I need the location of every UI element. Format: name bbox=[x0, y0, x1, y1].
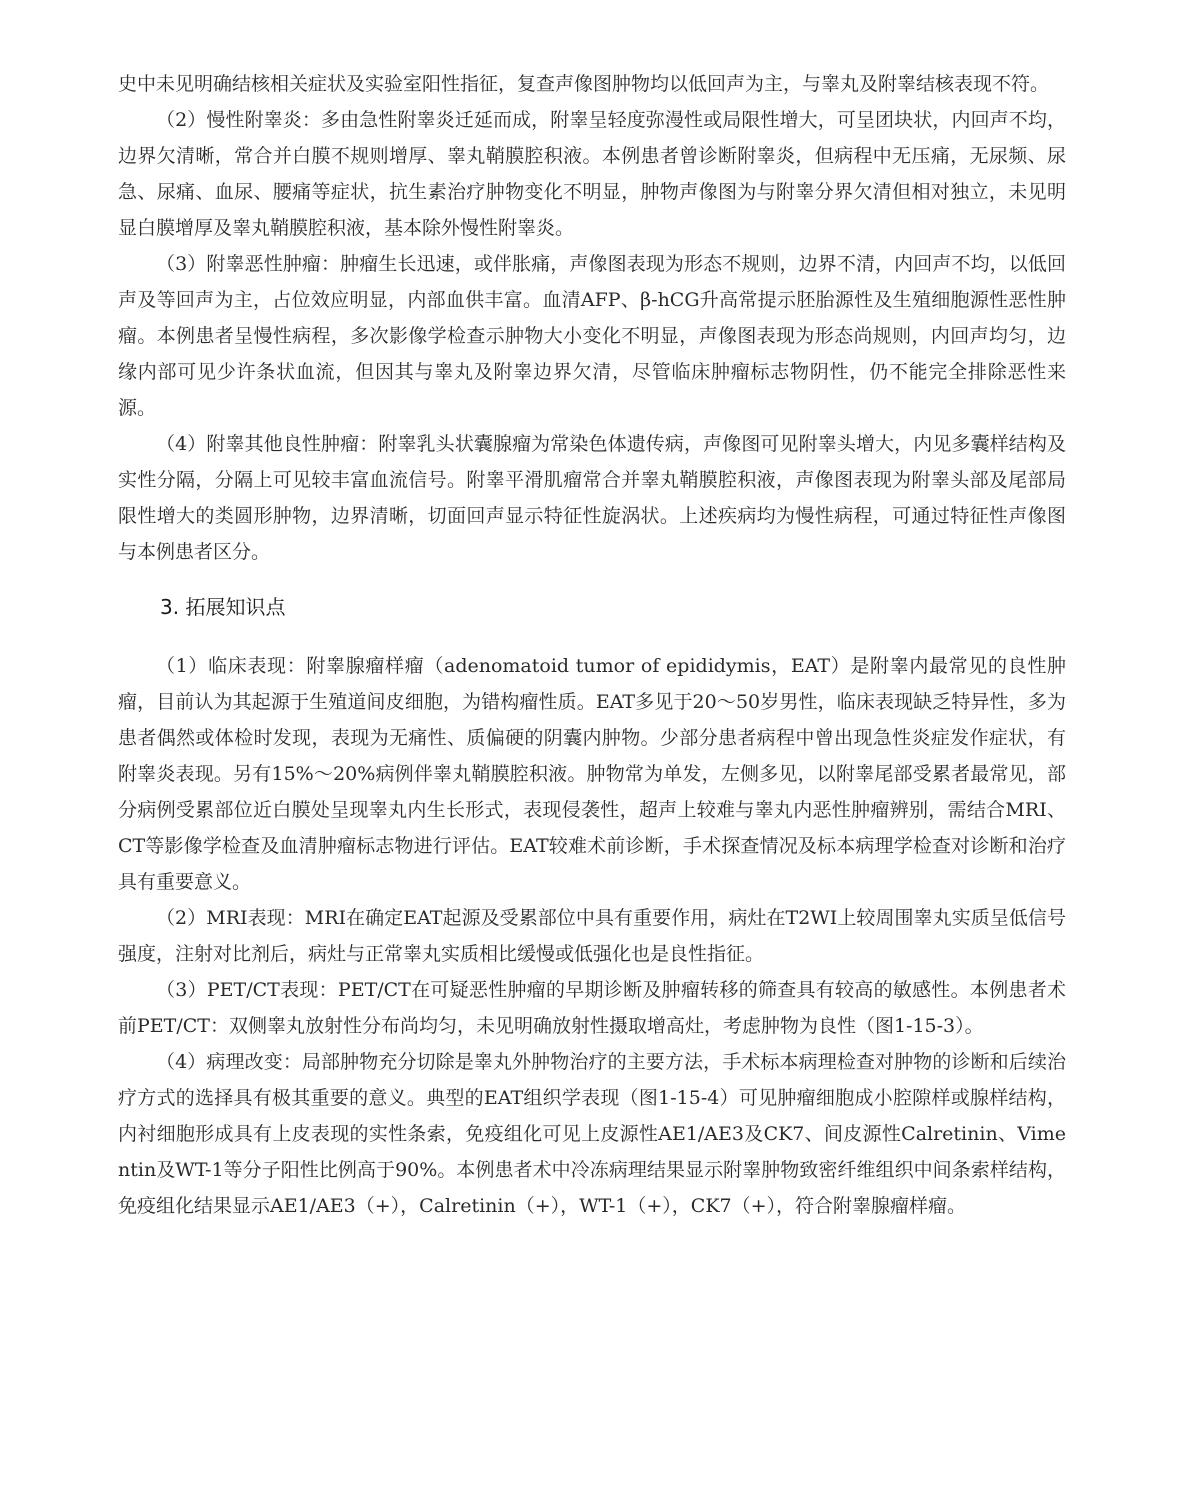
paragraph-clinical-presentation: （1）临床表现：附睾腺瘤样瘤（adenomatoid tumor of epididymis，EAT）是附睾内最常见的良性肿瘤，目前认为其起源于生殖道间皮细胞，为错构瘤性质。EAT多见于20～50岁男性，临床表现缺乏特异性，多为患者偶然或体检时发现，表现为无痛性、质偏硬的阴囊内肿物。少部分患者病程中曾出现急性炎症发作症状，有附睾炎表现。另有15%～20%病例伴睾丸鞘膜腔积液。肿物常为单发，左侧多见，以附睾尾部受累者最常见，部分病例受累部位近白膜处呈现睾丸内生长形式，表现侵袭性，超声上较难与睾丸内恶性肿瘤辨别，需结合MRI、CT等影像学检查及血清肿瘤标志物进行评估。EAT较难术前诊断，手术探查情况及标本病理学检查对诊断和治疗具有重要意义。 bbox=[118, 655, 1066, 893]
paragraph-tuberculosis-continuation: 史中未见明确结核相关症状及实验室阳性指征，复查声像图肿物均以低回声为主，与睾丸及附睾结核表现不符。 bbox=[118, 73, 1050, 95]
document-page bbox=[118, 66, 1066, 1224]
paragraph-mri-findings: （2）MRI表现：MRI在确定EAT起源及受累部位中具有重要作用，病灶在T2WI上较周围睾丸实质呈低信号强度，注射对比剂后，病灶与正常睾丸实质相比缓慢或低强化也是良性指征。 bbox=[118, 907, 1066, 965]
paragraph-pathology: （4）病理改变：局部肿物充分切除是睾丸外肿物治疗的主要方法，手术标本病理检查对肿物的诊断和后续治疗方式的选择具有极其重要的意义。典型的EAT组织学表现（图1-15-4）可见肿瘤细胞成小腔隙样或腺样结构，内衬细胞形成具有上皮表现的实性条索，免疫组化可见上皮源性AE1/AE3及CK7、间皮源性Calretinin、Vimentin及WT-1等分子阳性比例高于90%。本例患者术中冷冻病理结果显示附睾肿物致密纤维组织中间条索样结构，免疫组化结果显示AE1/AE3（+），Calretinin（+），WT-1（+），CK7（+），符合附睾腺瘤样瘤。 bbox=[118, 1051, 1066, 1217]
paragraph-malignant-tumor: （3）附睾恶性肿瘤：肿瘤生长迅速，或伴胀痛，声像图表现为形态不规则，边界不清，内回声不均，以低回声及等回声为主，占位效应明显，内部血供丰富。血清AFP、β-hCG升高常提示胚胎源性及生殖细胞源性恶性肿瘤。本例患者呈慢性病程，多次影像学检查示肿物大小变化不明显，声像图表现为形态尚规则，内回声均匀，边缘内部可见少许条状血流，但因其与睾丸及附睾边界欠清，尽管临床肿瘤标志物阴性，仍不能完全排除恶性来源。 bbox=[118, 253, 1066, 419]
paragraph-chronic-epididymitis: （2）慢性附睾炎：多由急性附睾炎迁延而成，附睾呈轻度弥漫性或局限性增大，可呈团块状，内回声不均，边界欠清晰，常合并白膜不规则增厚、睾丸鞘膜腔积液。本例患者曾诊断附睾炎，但病程中无压痛，无尿频、尿急、尿痛、血尿、腰痛等症状，抗生素治疗肿物变化不明显，肿物声像图为与附睾分界欠清但相对独立，未见明显白膜增厚及睾丸鞘膜腔积液，基本除外慢性附睾炎。 bbox=[118, 109, 1066, 239]
section-heading: 3. 拓展知识点 bbox=[160, 595, 286, 619]
paragraph-petct-findings: （3）PET/CT表现：PET/CT在可疑恶性肿瘤的早期诊断及肿瘤转移的筛查具有较高的敏感性。本例患者术前PET/CT：双侧睾丸放射性分布尚均匀，未见明确放射性摄取增高灶，考虑肿物为良性（图1-15-3）。 bbox=[118, 979, 1066, 1037]
paragraph-other-benign-tumor: （4）附睾其他良性肿瘤：附睾乳头状囊腺瘤为常染色体遗传病，声像图可见附睾头增大，内见多囊样结构及实性分隔，分隔上可见较丰富血流信号。附睾平滑肌瘤常合并睾丸鞘膜腔积液，声像图表现为附睾头部及尾部局限性增大的类圆形肿物，边界清晰，切面回声显示特征性旋涡状。上述疾病均为慢性病程，可通过特征性声像图与本例患者区分。 bbox=[118, 433, 1066, 563]
